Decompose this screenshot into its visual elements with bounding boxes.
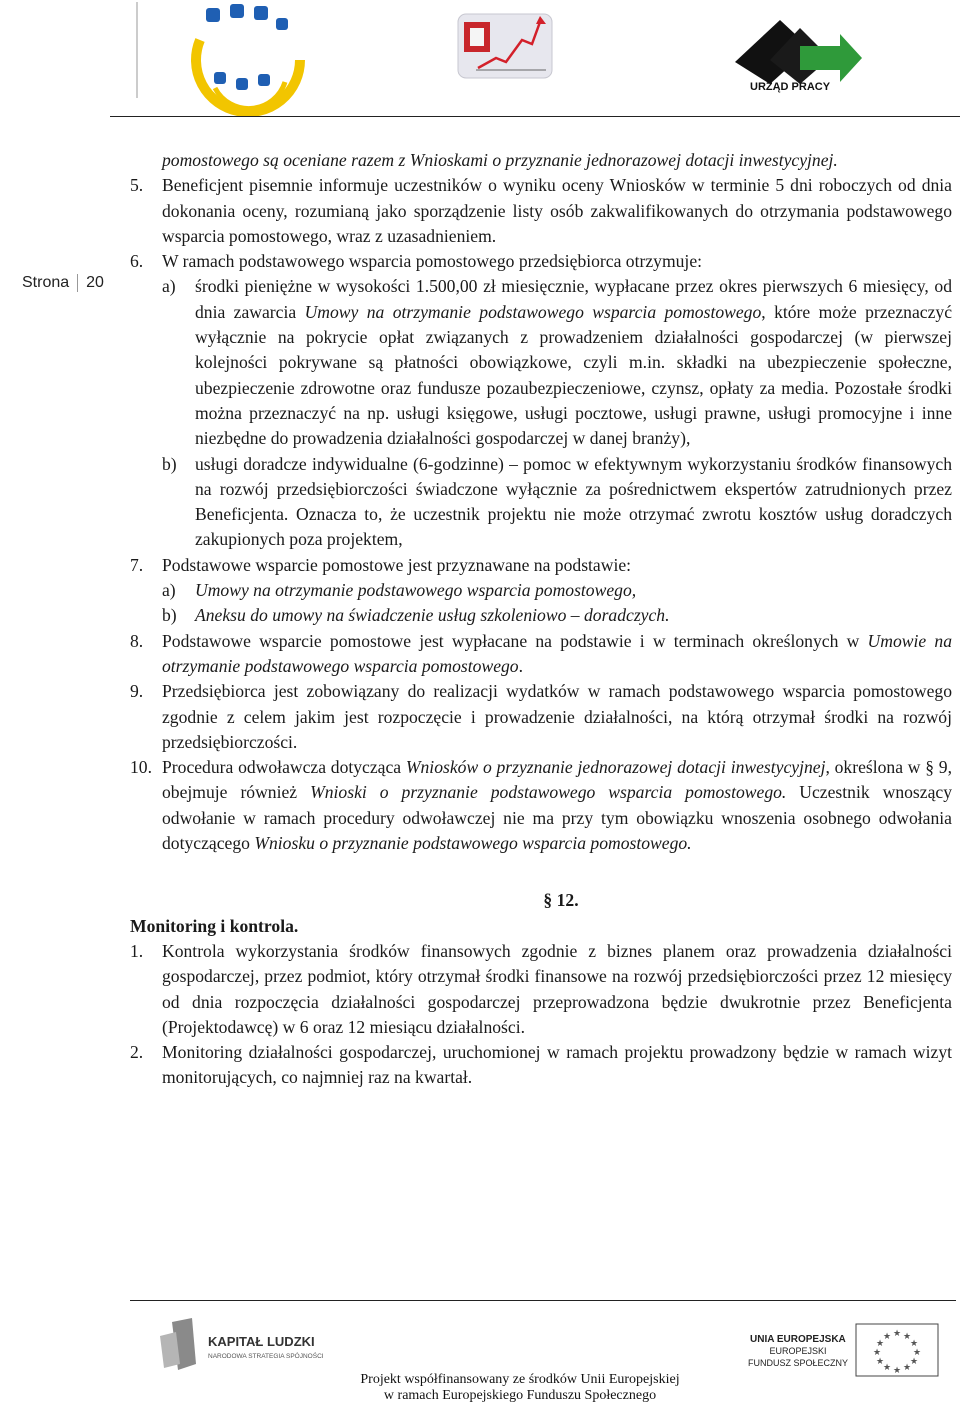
item-text: Monitoring działalności gospodarczej, uruchomionej w ramach projektu prowadzony będzie w ramach wizyt monitorujących, co najmniej raz na kwartał. — [162, 1042, 952, 1088]
item-number: 2. — [130, 1042, 144, 1063]
monitoring-item-2 — [130, 1040, 952, 1091]
cofinance-line2: w ramach Europejskiego Funduszu Społecznego — [383, 1388, 657, 1403]
subitem-b — [162, 452, 952, 553]
footer-divider — [130, 1300, 956, 1301]
monitoring-item-1 — [130, 939, 952, 1040]
lead-regular: pomostowego są oceniane razem z — [162, 150, 410, 170]
cofinance-line1: Projekt współfinansowany ze środków Unii Europejskiej — [360, 1372, 680, 1387]
subitem-label: a) — [162, 580, 176, 601]
item-text: Kontrola wykorzystania środków finansowych zgodnie z biznes planem oraz prowadzenia działalności gospodarczej, przez podmiot, który otrzymał środki finansowe na rozwój przedsiębiorczości przez 12 miesięcy od dnia rozpoczęcia działalności gospodarczej przeprowadzona będzie dwukrotnie przez Beneficjenta (Projektodawcę) w 6 oraz 12 miesiącu działalności. — [162, 940, 952, 1037]
item-9 — [130, 679, 952, 755]
kapital-ludzki-logo — [160, 1318, 324, 1370]
subitem-a — [162, 274, 952, 451]
item-text: Uczestnik wnoszący odwołanie w ramach procedury odwoławczej nie ma przy tym obowiązku wnoszenia osobnego odwołania dotyczącego — [162, 782, 952, 854]
item-number: 8. — [130, 630, 144, 651]
lead-paragraph — [130, 148, 952, 173]
kl-subtitle: NARODOWA STRATEGIA SPÓJNOŚCI — [208, 1353, 324, 1360]
item-10 — [130, 755, 952, 856]
item-number: 5. — [130, 175, 144, 196]
item-number: 1. — [130, 940, 144, 961]
urzad-pracy-text: URZĄD PRACY — [750, 81, 831, 93]
item-italic: Wniosków o przyznanie jednorazowej dotacji inwestycyjnej — [405, 757, 826, 778]
item-italic: Wnioski o przyznanie podstawowego wsparcia pomostowego. — [310, 782, 787, 803]
svg-text:★: ★ — [892, 1366, 902, 1376]
subitem-a — [162, 578, 952, 603]
svg-text:★: ★ — [902, 1363, 912, 1373]
cofinance-note — [320, 1372, 720, 1404]
svg-text:★: ★ — [875, 1339, 885, 1349]
subitem-label: a) — [162, 276, 176, 297]
urzad-pracy-logo — [735, 20, 862, 93]
item-italic: Wniosku o przyznanie podstawowego wsparcia pomostowego. — [254, 833, 692, 854]
page-number-label — [22, 274, 104, 292]
subitem-text: środki pieniężne w wysokości 1.500,00 zł miesięcznie, wypłacane przez okres pierwszych 6 miesięcy, od dnia zawarcia — [195, 276, 952, 322]
item-text: Procedura odwoławcza dotycząca — [162, 757, 406, 778]
svg-text:★: ★ — [875, 1357, 885, 1367]
item-number: 10. — [130, 757, 152, 778]
item-text: Podstawowe wsparcie pomostowe jest przyznawane na podstawie: — [162, 554, 632, 575]
item-number: 9. — [130, 681, 144, 702]
subitem-label: b) — [162, 453, 177, 474]
eu-logo — [748, 1324, 938, 1376]
footer-logos-svg — [0, 1318, 960, 1378]
item-text: Podstawowe wsparcie pomostowe jest wypłacane na podstawie i w terminach określonych w — [162, 630, 868, 651]
header-logos — [0, 0, 960, 118]
page-label: Strona — [22, 274, 70, 292]
item-6 — [130, 249, 952, 553]
item-end: . — [518, 655, 524, 676]
svg-text:★: ★ — [912, 1348, 922, 1358]
section-number: § 12. — [543, 890, 579, 911]
item-text: W ramach podstawowego wsparcia pomostowego przedsiębiorca otrzymuje: — [162, 251, 703, 272]
item-8 — [130, 629, 952, 680]
subitem-text-cont: , które może przeznaczyć wyłącznie na pokrycie opłat związanych z prowadzeniem działalności gospodarczej (w pierwszej kolejności pokrywane są płatności obowiązkowe, czyli m.in. składki na ubezpieczenie społeczne, ubezpieczenie zdrowotne oraz fundusze pozaubezpieczeniowe, czynsz, opłaty za media. Pozostałe środki można przeznaczyć na np. usługi księgowe, usługi pocztowe, usługi prawne, usługi promocyjne i inne niezbędne do prowadzenia działalności gospodarczej w danej branży), — [195, 301, 953, 449]
ue-line3: FUNDUSZ SPOŁECZNY — [747, 1358, 849, 1368]
ue-line2: EUROPEJSKI — [769, 1346, 827, 1356]
page-label-separator — [77, 274, 78, 292]
subitem-text: usługi doradcze indywidualne (6-godzinne) – pomoc w efektywnym wykorzystaniu środków finansowych na rozwój przedsiębiorczości świadczone wyłącznie za pośrednictwem ekspertów zatrudnionych przez Beneficjenta. Oznacza to, że uczestnik projektu nie może otrzymać zwrotu kosztów usług doradczych zakupionych poza projektem, — [195, 453, 952, 550]
svg-text:★: ★ — [882, 1363, 892, 1373]
svg-text:★: ★ — [872, 1348, 882, 1358]
item-text: , określona w § 9, obejmuje również — [162, 757, 953, 803]
item-7 — [130, 553, 952, 629]
document-body — [130, 148, 952, 1091]
subitem-b — [162, 603, 952, 628]
growth-chart-logo — [458, 14, 552, 78]
item-number: 7. — [130, 554, 144, 575]
regional-emblem-logo — [137, 2, 300, 112]
subitem-italic: Umowy na otrzymanie podstawowego wsparcia pomostowego — [304, 301, 762, 322]
svg-text:★: ★ — [909, 1357, 919, 1367]
subitem-label: b) — [162, 605, 177, 626]
item-italic: Umowie na otrzymanie podstawowego wsparcia pomostowego — [162, 630, 952, 676]
header-divider — [110, 116, 960, 117]
kl-title: KAPITAŁ LUDZKI — [208, 1334, 315, 1349]
svg-text:★: ★ — [892, 1329, 902, 1339]
lead-italic: Wnioskami o przyznanie jednorazowej dotacji inwestycyjnej. — [409, 150, 838, 170]
ue-line1: UNIA EUROPEJSKA — [750, 1334, 846, 1345]
section-title: Monitoring i kontrola. — [130, 915, 299, 936]
item-number: 6. — [130, 251, 144, 272]
svg-text:★: ★ — [909, 1339, 919, 1349]
svg-text:★: ★ — [882, 1332, 892, 1342]
header-logos-svg — [0, 0, 960, 118]
item-text: Beneficjent pisemnie informuje uczestników o wyniku oceny Wniosków w terminie 5 dni roboczych od dnia dokonania oceny, rozumianą jako sporządzenie listy osób zakwalifikowanych do otrzymania podstawowego wsparcia pomostowego, wraz z uzasadnieniem. — [162, 175, 952, 246]
page-number: 20 — [86, 274, 104, 292]
item-5 — [130, 173, 952, 249]
subitem-italic: Aneksu do umowy na świadczenie usług szkoleniowo – doradczych. — [195, 605, 670, 626]
item-text: Przedsiębiorca jest zobowiązany do realizacji wydatków w ramach podstawowego wsparcia pomostowego zgodnie z celem jakim jest rozpoczęcie i prowadzenie działalności, na którą otrzymał środki na rozwój przedsiębiorczości. — [162, 681, 952, 752]
svg-text:★: ★ — [902, 1332, 912, 1342]
subitem-italic: Umowy na otrzymanie podstawowego wsparcia pomostowego, — [195, 580, 637, 601]
